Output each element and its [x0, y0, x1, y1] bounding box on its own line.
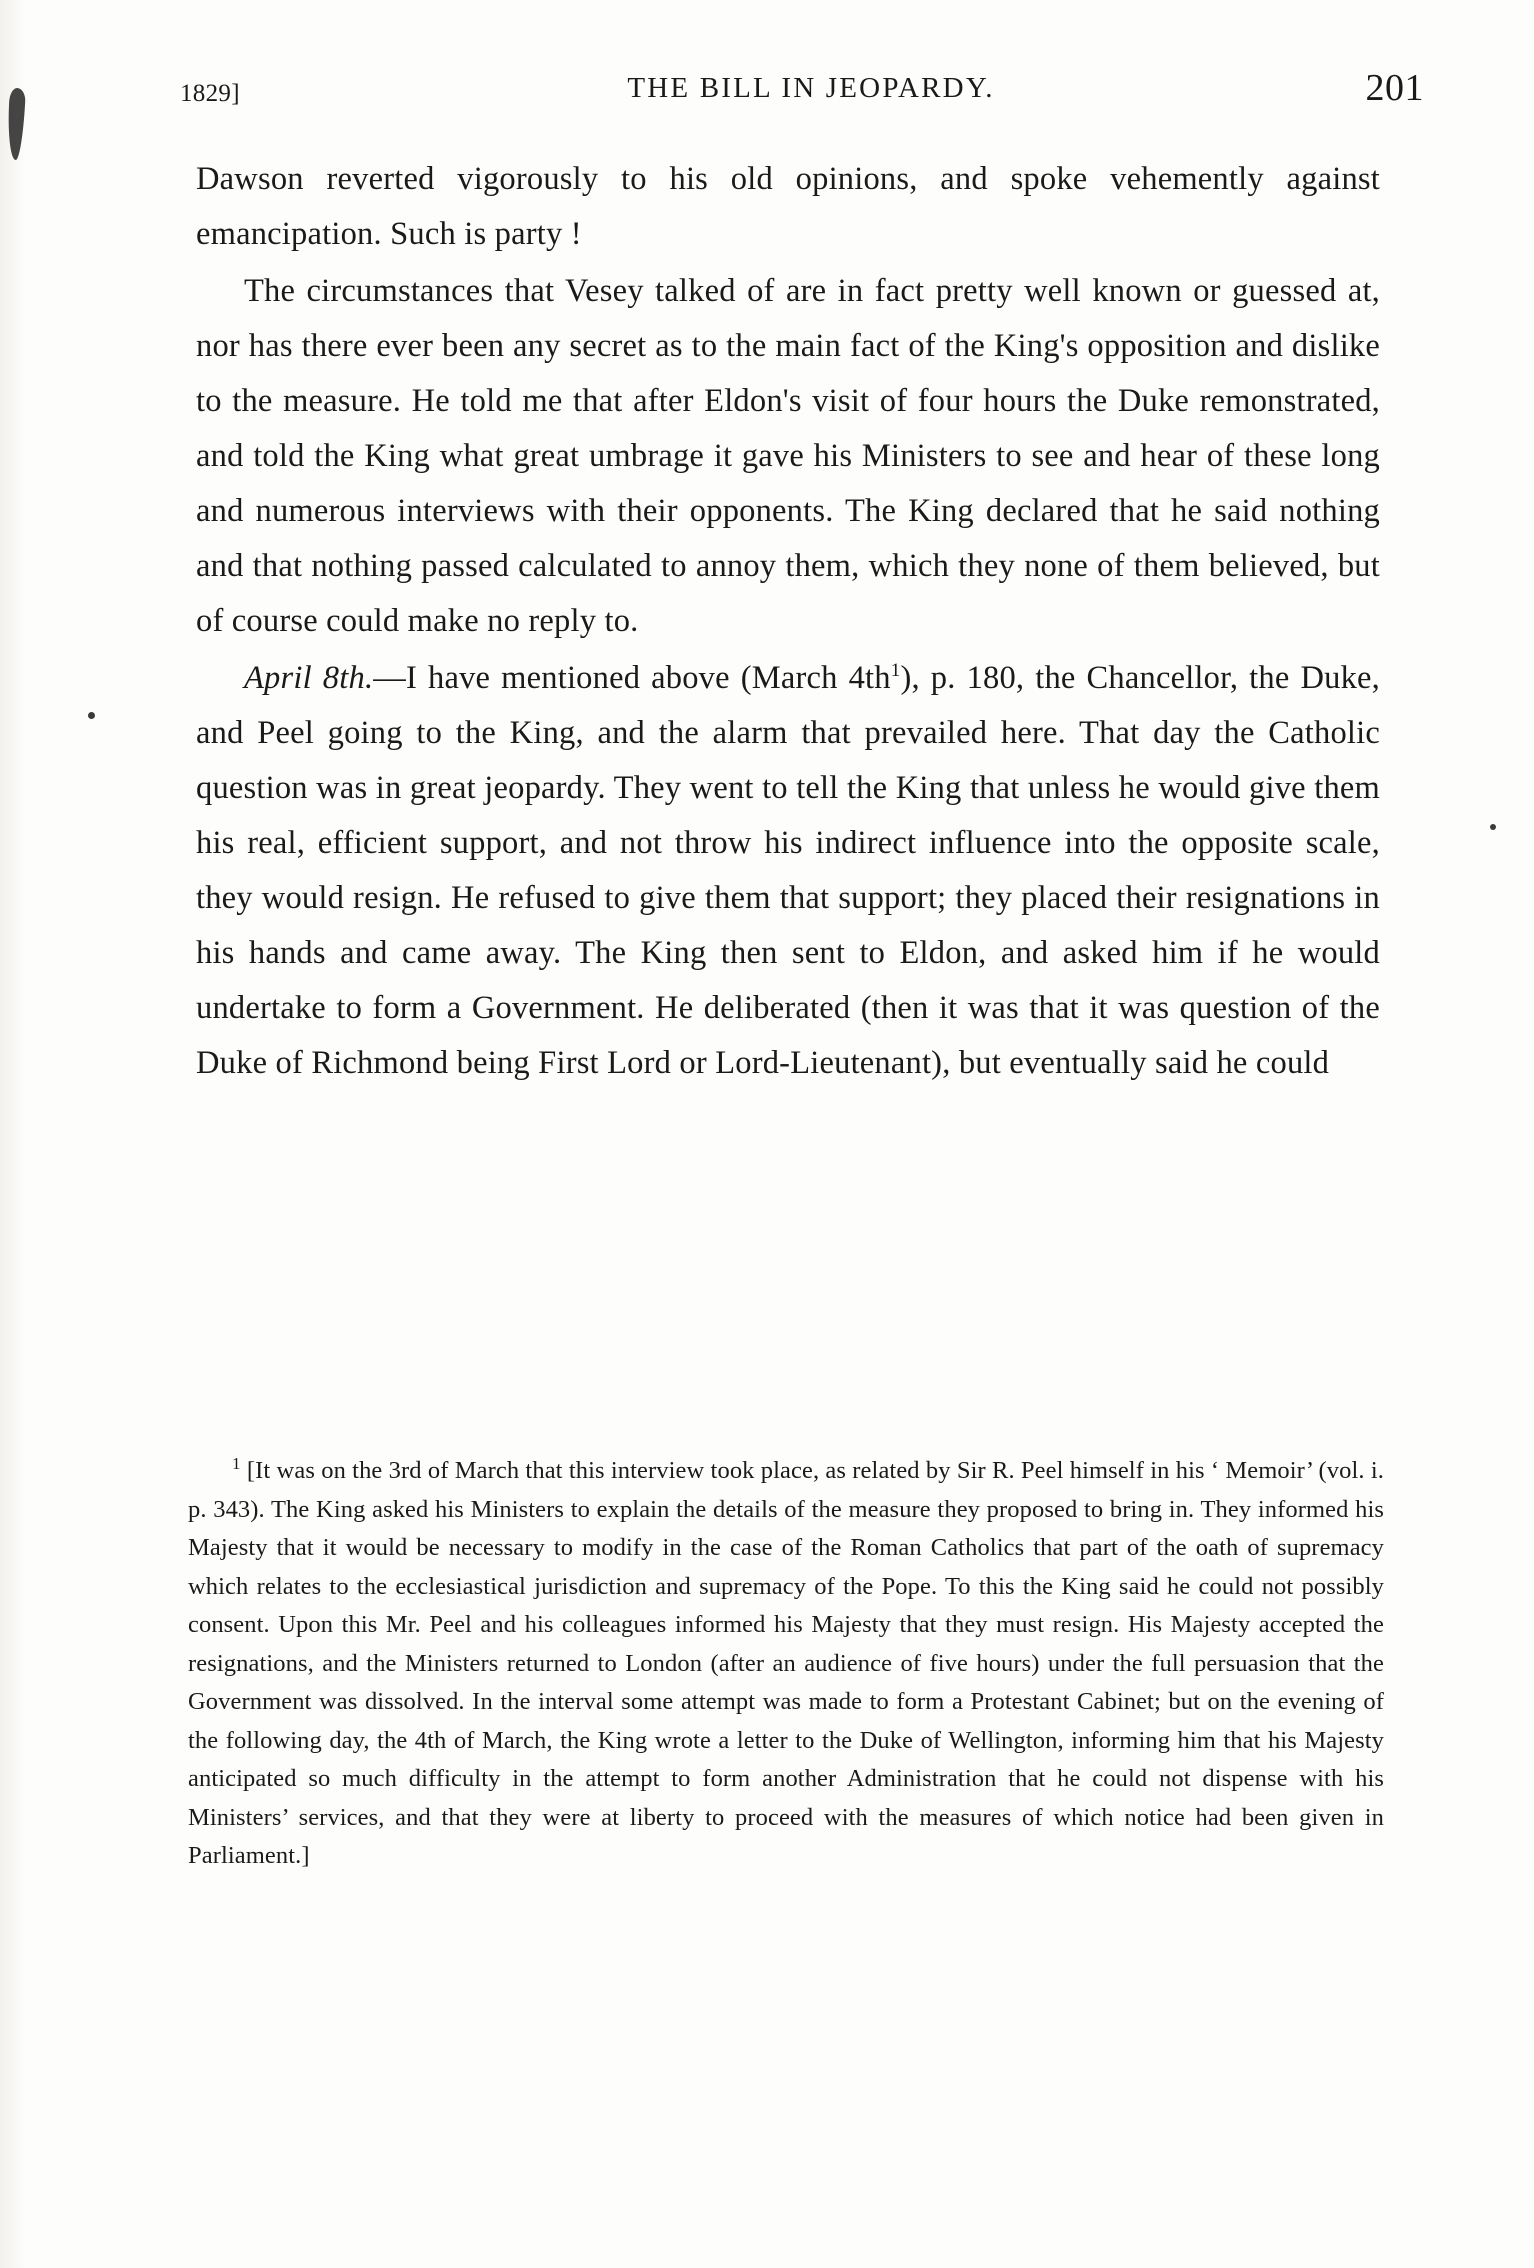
ink-blot-mark — [6, 88, 26, 161]
entry-text-after-footnote: ), p. 180, the Chancellor, the Duke, and Peel going to the King, and the alarm that prevailed here. That day the Catholic question was in great jeopardy. They went to tell the King that unless he would give them his real, efficient support, and not throw his indirect influence into the opposite scale, they would resign. He refused to give them that support; they placed their resignations in his hands and came away. The King then sent to Eldon, and asked him if he would undertake to form a Government. He deliberated (then it was that it was question of the Duke of Richmond being First Lord or Lord-Lieutenant), but eventually said he could — [196, 660, 1380, 1081]
entry-text-before-footnote: I have mentioned above (March 4th — [405, 660, 891, 696]
running-header — [180, 67, 1424, 114]
page-number: 201 — [1365, 67, 1424, 109]
footnote-reference-marker[interactable]: 1 — [890, 660, 901, 682]
page-speck — [88, 712, 95, 719]
body-text-column — [196, 152, 1380, 1091]
footnote-marker: 1 — [232, 1453, 241, 1473]
footnote-text: [It was on the 3rd of March that this interview took place, as related by Sir R. Peel himself in his ‘ Memoir’ (vol. i. p. 343). The King asked his Ministers to explain the details of the measure they proposed to bring in. They informed his Majesty that it would be necessary to modify in the case of the Roman Catholics that part of the oath of supremacy which relates to the ecclesiastical jurisdiction and supremacy of the Pope. To this the King said he could not possibly consent. Upon this Mr. Peel and his colleagues informed his Majesty that they must resign. His Majesty accepted the resignations, and the Ministers returned to London (after an audience of five hours) under the full persuasion that the Government was dissolved. In the interval some attempt was made to form a Protestant Cabinet; but on the evening of the following day, the 4th of March, the King wrote a letter to the Duke of Wellington, informing him that his Majesty anticipated so much difficulty in the attempt to form another Administration that he could not dispense with his Ministers’ services, and that they were at liberty to proceed with the measures of which notice had been given in Parliament.] — [188, 1457, 1384, 1869]
page-speck — [1490, 824, 1496, 830]
paragraph: Dawson reverted vigorously to his old opinions, and spoke vehemently against emancipation. Such is party ! — [196, 161, 1380, 252]
running-title: THE BILL IN JEOPARDY. — [627, 72, 995, 104]
paragraph: The circumstances that Vesey talked of are in fact pretty well known or guessed at, nor has there ever been any secret as to the main fact of the King's opposition and dislike to the measure. He told me that after Eldon's visit of four hours the Duke remonstrated, and told the King what great umbrage it gave his Ministers to see and hear of these long and numerous interviews with their opponents. The King declared that he said nothing and that nothing passed calculated to annoy them, which they none of them believed, but of course could make no reply to. — [196, 273, 1380, 639]
entry-dash: — — [373, 660, 406, 696]
footnote — [188, 1452, 1384, 1876]
footnote-block — [188, 1452, 1384, 1876]
entry-date-label: April 8th. — [244, 660, 374, 696]
year-folio: 1829] — [180, 80, 240, 107]
dated-journal-entry — [196, 651, 1380, 1091]
